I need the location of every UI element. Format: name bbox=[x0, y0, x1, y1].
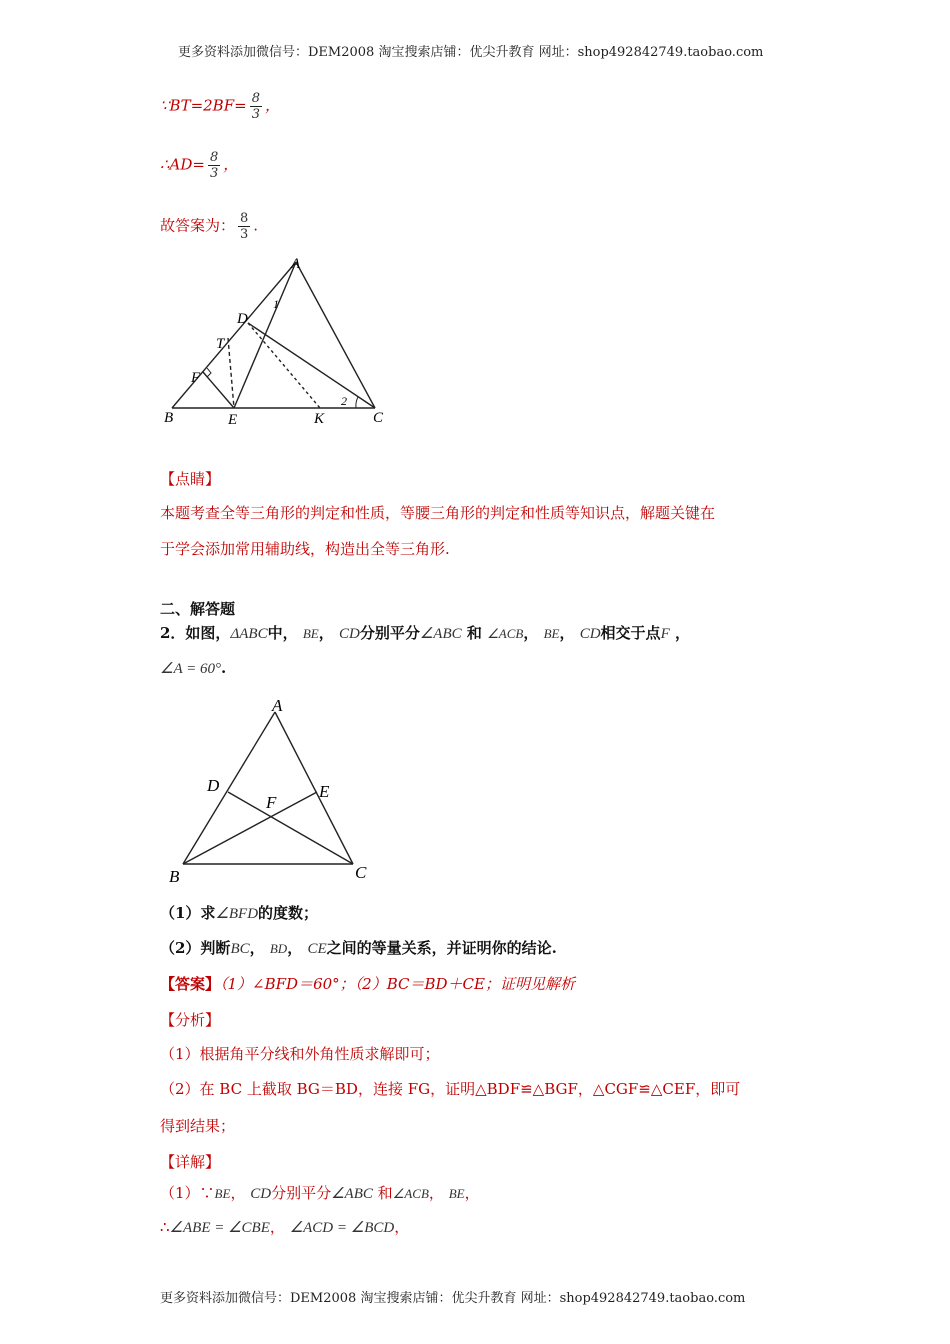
line-bt-eq: ∵BT=2BF= $\frac{8}{3}$ ， bbox=[160, 91, 280, 122]
answer-line bbox=[160, 973, 575, 994]
comment-line-1: 本题考查全等三角形的判定和性质，等腰三角形的判定和性质等知识点，解题关键在 bbox=[160, 504, 716, 522]
question-2: （2）判断BC， BD， CE之间的等量关系，并证明你的结论. bbox=[160, 939, 557, 957]
line-bt-text: ∵BT=2BF= bbox=[160, 96, 247, 115]
angle-1-label: 1 bbox=[273, 297, 279, 311]
label-d: D bbox=[237, 311, 248, 327]
page-footer: 更多资料添加微信号：DEM2008 淘宝搜索店铺：优尖升教育 网址：shop492842749.taobao.com bbox=[160, 1291, 746, 1306]
comment-title: 【点睛】 bbox=[160, 470, 221, 488]
line-answer-is: 故答案为： $\frac{8}{3}$ . bbox=[160, 211, 259, 242]
line-ad-text: ∴AD= bbox=[160, 155, 205, 174]
triangle-abc: ΔABC bbox=[230, 626, 268, 642]
label-k: K bbox=[314, 411, 325, 427]
label-a: A bbox=[272, 696, 283, 715]
label-f: F bbox=[191, 370, 201, 386]
answer-text: （1）∠BFD＝60°；（2）BC＝BD＋CE；证明见解析 bbox=[220, 975, 575, 993]
label-t: T bbox=[216, 336, 225, 352]
section-title: 二、解答题 bbox=[160, 600, 236, 618]
angle-a-given: ∠A = 60°. bbox=[160, 659, 227, 677]
detail-line-2: ∴∠ABE = ∠CBE， ∠ACD = ∠BCD， bbox=[160, 1218, 410, 1236]
label-e: E bbox=[228, 412, 238, 428]
detail-label: 【详解】 bbox=[160, 1153, 221, 1171]
analysis-label: 【分析】 bbox=[160, 1011, 221, 1029]
figure-1-triangle bbox=[160, 250, 400, 435]
answer-is-text: 故答案为： bbox=[160, 216, 236, 235]
analysis-line-3: 得到结果； bbox=[160, 1117, 236, 1135]
label-e: E bbox=[319, 782, 330, 801]
figure-2-triangle bbox=[165, 692, 385, 887]
fraction-8-3: $\frac{8}{3}$ bbox=[240, 211, 249, 242]
fraction-8-3: $\frac{8}{3}$ bbox=[209, 150, 219, 181]
page-header: 更多资料添加微信号：DEM2008 淘宝搜索店铺：优尖升教育 网址：shop492842749.taobao.com bbox=[178, 45, 764, 60]
analysis-line-2: （2）在 BC 上截取 BG＝BD，连接 FG，证明△BDF≌△BGF，△CGF≌△CEF，即可 bbox=[160, 1080, 741, 1098]
comment-line-2: 于学会添加常用辅助线，构造出全等三角形. bbox=[160, 540, 450, 558]
detail-line-1: （1）∵BE， CD分别平分∠ABC 和∠ACB， BE， bbox=[160, 1184, 480, 1202]
label-c: C bbox=[355, 863, 367, 882]
label-f: F bbox=[266, 793, 277, 812]
label-d: D bbox=[207, 776, 220, 795]
answer-label: 【答案】 bbox=[160, 975, 221, 993]
label-a: A bbox=[291, 256, 301, 272]
label-b: B bbox=[164, 410, 174, 426]
analysis-line-1: （1）根据角平分线和外角性质求解即可； bbox=[160, 1045, 440, 1063]
label-c: C bbox=[373, 410, 384, 426]
fraction-8-3: $\frac{8}{3}$ bbox=[251, 91, 260, 122]
angle-2-label: 2 bbox=[341, 394, 347, 408]
problem-statement: 2．如图，ΔABC中， BE， CD分别平分∠ABC 和 ∠ACB， BE， CD相交于点F ， bbox=[160, 624, 690, 642]
label-b: B bbox=[169, 867, 180, 886]
question-1: （1）求∠BFD的度数； bbox=[160, 904, 319, 922]
line-ad-eq: ∴AD= $\frac{8}{3}$ ， bbox=[160, 150, 239, 181]
